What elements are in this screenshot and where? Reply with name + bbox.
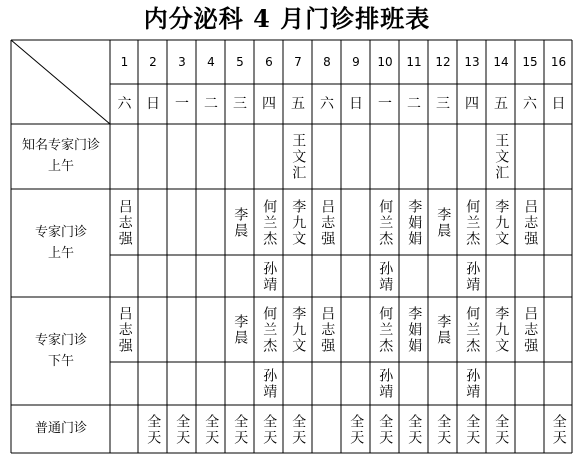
schedule-cell — [342, 256, 370, 297]
schedule-cell — [487, 363, 515, 405]
schedule-cell — [226, 190, 254, 255]
schedule-cell — [429, 363, 457, 405]
schedule-cell — [516, 363, 544, 405]
schedule-cell — [371, 298, 399, 362]
date-cell: 3 — [178, 55, 186, 70]
schedule-cell — [487, 406, 515, 453]
schedule-cell — [255, 298, 283, 362]
schedule-entry: 孙靖 — [377, 260, 394, 293]
schedule-cell — [226, 298, 254, 362]
row-label-text: 知名专家门诊 — [21, 138, 100, 154]
schedule-entry: 吕志强 — [522, 198, 539, 247]
schedule-cell — [284, 190, 312, 255]
schedule-cell — [168, 406, 196, 453]
schedule-cell — [545, 298, 572, 362]
schedule-cell — [429, 256, 457, 297]
schedule-cell — [168, 190, 196, 255]
schedule-entry: 李晨 — [435, 206, 452, 239]
schedule-entry: 吕志强 — [116, 198, 133, 247]
schedule-cell — [342, 298, 370, 362]
schedule-cell — [313, 125, 341, 189]
schedule-entry: 王文汇 — [493, 133, 510, 181]
schedule-cell — [400, 363, 428, 405]
schedule-entry: 吕志强 — [116, 306, 133, 354]
schedule-entry: 吕志强 — [319, 198, 336, 247]
schedule-cell — [197, 125, 225, 189]
weekday-cell: 三 — [436, 96, 450, 113]
date-cell: 11 — [406, 55, 422, 70]
schedule-cell — [168, 298, 196, 362]
weekday-cell: 四 — [262, 96, 276, 113]
schedule-cell — [111, 298, 138, 362]
schedule-cell — [139, 298, 167, 362]
schedule-cell — [545, 406, 572, 453]
schedule-entry: 李晨 — [232, 206, 249, 239]
schedule-cell — [313, 406, 341, 453]
schedule-cell — [111, 363, 138, 405]
schedule-cell — [226, 125, 254, 189]
schedule-cell — [458, 363, 486, 405]
schedule-entry: 李九文 — [290, 198, 307, 247]
date-cell: 10 — [377, 55, 393, 70]
schedule-cell — [545, 363, 572, 405]
schedule-cell — [197, 190, 225, 255]
schedule-cell — [139, 406, 167, 453]
schedule-cell — [429, 406, 457, 453]
schedule-entry: 何兰杰 — [377, 306, 394, 354]
schedule-cell — [429, 190, 457, 255]
schedule-cell — [371, 256, 399, 297]
weekday-cell: 二 — [204, 96, 218, 113]
schedule-cell — [255, 406, 283, 453]
schedule-cell — [516, 406, 544, 453]
schedule-entry: 孙靖 — [464, 368, 481, 400]
schedule-cell — [226, 256, 254, 297]
schedule-cell — [458, 298, 486, 362]
schedule-cell — [400, 406, 428, 453]
schedule-entry: 全天 — [348, 413, 365, 446]
schedule-entry: 何兰杰 — [261, 306, 278, 354]
weekday-cell: 六 — [117, 96, 132, 113]
schedule-cell — [284, 125, 312, 189]
row-label-text: 普通门诊 — [34, 421, 87, 437]
schedule-cell — [371, 363, 399, 405]
schedule-cell — [255, 363, 283, 405]
schedule-entry: 吕志强 — [522, 306, 539, 354]
schedule-cell — [284, 363, 312, 405]
schedule-entry: 何兰杰 — [464, 198, 481, 247]
schedule-entry: 全天 — [174, 413, 191, 446]
schedule-entry: 何兰杰 — [464, 306, 481, 354]
schedule-entry: 全天 — [435, 413, 452, 446]
schedule-cell — [197, 256, 225, 297]
schedule-cell — [516, 256, 544, 297]
schedule-cell — [458, 256, 486, 297]
schedule-cell — [139, 363, 167, 405]
date-cell: 16 — [550, 55, 567, 70]
schedule-entry: 李娟娟 — [406, 198, 423, 247]
schedule-entry: 李九文 — [493, 198, 510, 247]
weekday-cell: 五 — [291, 96, 305, 113]
schedule-cell — [284, 406, 312, 453]
row-label-text: 专家门诊 — [34, 332, 87, 348]
schedule-cell — [342, 125, 370, 189]
schedule-cell — [400, 190, 428, 255]
row-label-general — [12, 406, 110, 453]
schedule-entry: 全天 — [145, 413, 162, 446]
date-cell: 8 — [323, 55, 331, 70]
schedule-cell — [400, 125, 428, 189]
weekday-cell: 日 — [551, 96, 566, 113]
schedule-cell — [487, 256, 515, 297]
schedule-entry: 孙靖 — [261, 260, 278, 293]
schedule-cell — [284, 298, 312, 362]
schedule-entry: 何兰杰 — [377, 198, 394, 247]
date-cell: 6 — [265, 55, 273, 70]
schedule-cell — [429, 125, 457, 189]
schedule-entry: 孙靖 — [377, 368, 394, 400]
schedule-cell — [400, 298, 428, 362]
weekday-cell: 六 — [320, 96, 334, 113]
schedule-entry: 李九文 — [290, 306, 307, 354]
weekday-cell: 一 — [378, 96, 392, 113]
date-cell: 2 — [149, 55, 157, 70]
row-label-text: 上午 — [47, 245, 74, 261]
schedule-cell — [313, 256, 341, 297]
schedule-cell — [139, 256, 167, 297]
date-cell: 9 — [352, 55, 360, 70]
schedule-entry: 孙靖 — [464, 260, 481, 293]
row-label-expert-pm — [12, 298, 110, 405]
schedule-cell — [313, 190, 341, 255]
page-title: 内分泌科 4 月门诊排班表 — [143, 4, 431, 33]
schedule-cell — [139, 190, 167, 255]
schedule-entry: 李娟娟 — [406, 306, 423, 354]
schedule-cell — [111, 256, 138, 297]
schedule-cell — [371, 190, 399, 255]
weekday-cell: 六 — [523, 96, 537, 113]
schedule-cell — [516, 298, 544, 362]
weekday-cell: 日 — [146, 96, 160, 113]
schedule-cell — [284, 256, 312, 297]
schedule-cell — [342, 363, 370, 405]
schedule-entry: 全天 — [232, 413, 249, 446]
schedule-cell — [226, 363, 254, 405]
schedule-entry: 吕志强 — [319, 306, 336, 354]
schedule-cell — [458, 406, 486, 453]
schedule-cell — [168, 363, 196, 405]
schedule-cell — [111, 406, 138, 453]
row-label-expert-am — [12, 190, 110, 297]
row-label-text: 上午 — [47, 159, 74, 174]
schedule-entry: 全天 — [261, 413, 278, 446]
schedule-cell — [516, 190, 544, 255]
row-label-text: 专家门诊 — [34, 224, 87, 240]
schedule-cell — [197, 363, 225, 405]
date-cell: 7 — [294, 55, 302, 70]
schedule-entry: 李晨 — [435, 314, 452, 346]
schedule-entry: 全天 — [203, 413, 220, 446]
date-cell: 1 — [120, 55, 129, 70]
schedule-cell — [255, 125, 283, 189]
date-cell: 12 — [435, 55, 451, 70]
weekday-cell: 二 — [407, 96, 421, 113]
schedule-cell — [168, 125, 196, 189]
schedule-cell — [371, 406, 399, 453]
schedule-cell — [139, 125, 167, 189]
schedule-entry: 李九文 — [493, 306, 510, 354]
date-cell: 5 — [236, 55, 244, 70]
schedule-cell — [516, 125, 544, 189]
schedule-cell — [458, 125, 486, 189]
schedule-cell — [197, 298, 225, 362]
schedule-cell — [197, 406, 225, 453]
schedule-cell — [111, 125, 138, 189]
date-cell: 4 — [207, 55, 215, 70]
schedule-cell — [545, 190, 572, 255]
date-cell: 14 — [493, 55, 509, 70]
schedule-cell — [111, 190, 138, 255]
schedule-cell — [545, 125, 572, 189]
schedule-entry: 全天 — [290, 413, 307, 446]
schedule-cell — [313, 363, 341, 405]
weekday-cell: 五 — [494, 96, 508, 113]
schedule-entry: 全天 — [464, 413, 481, 446]
weekday-cell: 一 — [175, 96, 189, 113]
schedule-entry: 全天 — [493, 413, 510, 446]
schedule-cell — [429, 298, 457, 362]
row-label-famous-expert — [12, 125, 110, 189]
schedule-cell — [487, 190, 515, 255]
schedule-cell — [545, 256, 572, 297]
date-cell: 15 — [522, 55, 538, 70]
weekday-cell: 三 — [233, 96, 247, 113]
schedule-cell — [400, 256, 428, 297]
schedule-cell — [168, 256, 196, 297]
schedule-cell — [371, 125, 399, 189]
schedule-cell — [313, 298, 341, 362]
schedule-entry: 何兰杰 — [261, 198, 278, 247]
schedule-entry: 全天 — [550, 413, 567, 446]
schedule-entry: 全天 — [377, 413, 394, 446]
schedule-entry: 孙靖 — [261, 368, 278, 400]
schedule-cell — [487, 298, 515, 362]
schedule-cell — [487, 125, 515, 189]
schedule-cell — [255, 190, 283, 255]
schedule-cell — [255, 256, 283, 297]
schedule-cell — [342, 406, 370, 453]
row-label-text: 下午 — [47, 353, 74, 369]
schedule-cell — [458, 190, 486, 255]
schedule-entry: 王文汇 — [290, 133, 307, 181]
schedule-cell — [342, 190, 370, 255]
schedule-entry: 李晨 — [232, 314, 249, 346]
weekday-cell: 日 — [349, 96, 363, 113]
schedule-cell — [226, 406, 254, 453]
date-cell: 13 — [464, 55, 480, 70]
schedule-entry: 全天 — [406, 413, 423, 446]
weekday-cell: 四 — [465, 96, 479, 113]
